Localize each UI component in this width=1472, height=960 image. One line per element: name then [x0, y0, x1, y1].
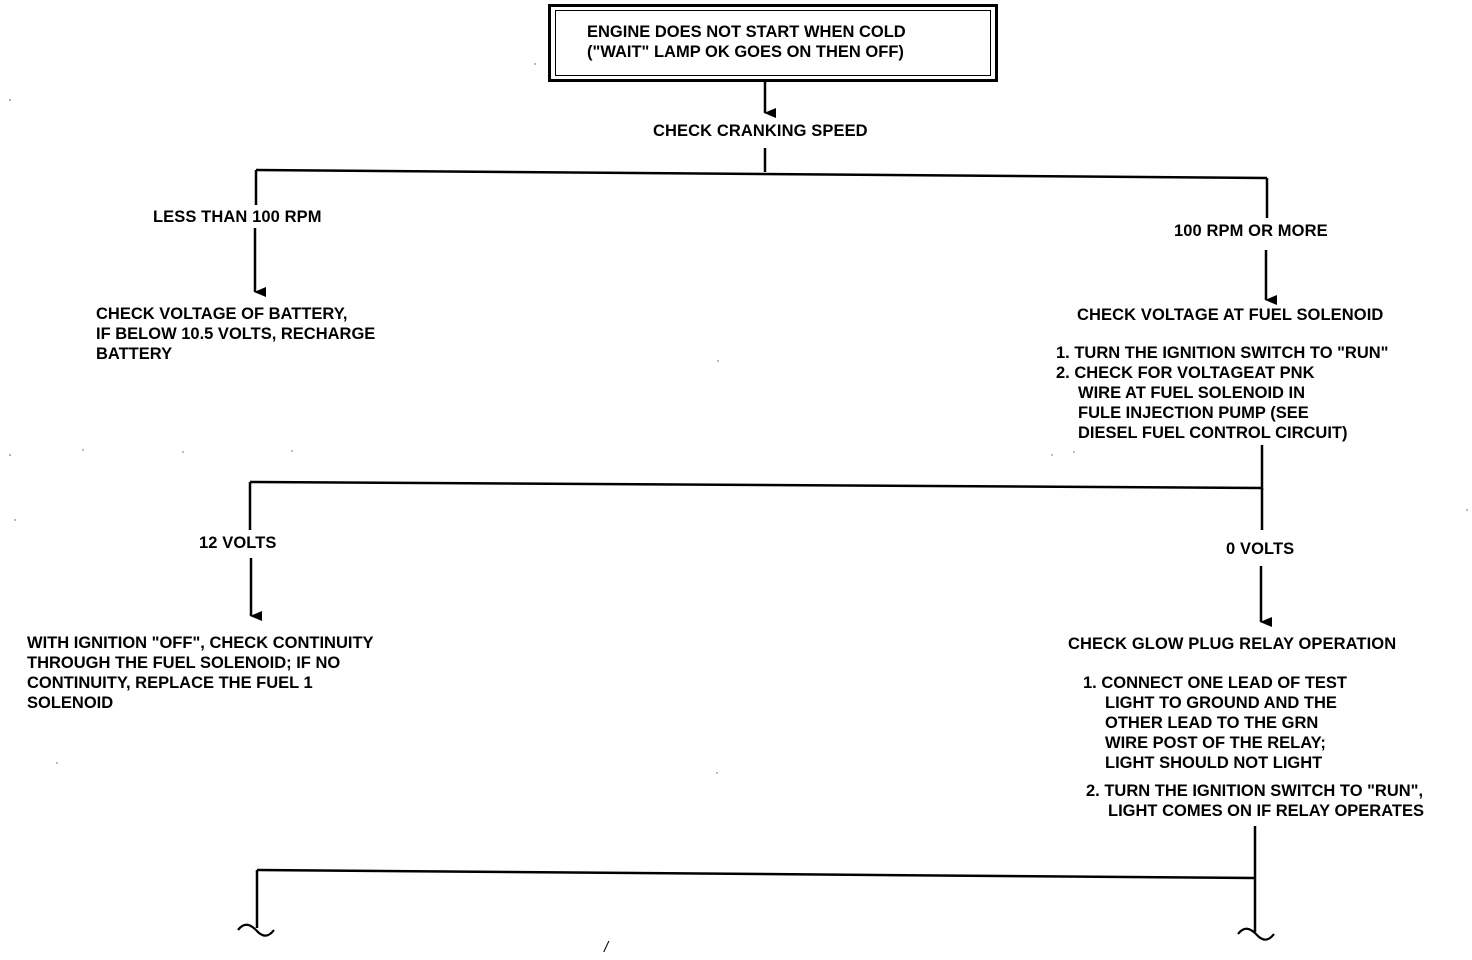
glow-plug-relay-step-1-cont-2: OTHER LEAD TO THE GRN	[1105, 714, 1319, 732]
action-check-battery-line-2: IF BELOW 10.5 VOLTS, RECHARGE	[96, 325, 376, 343]
glow-plug-relay-step-1-block	[1083, 673, 1347, 773]
action-check-continuity-line-3: CONTINUITY, REPLACE THE FUEL 1	[27, 674, 313, 692]
condition-0-volts: 0 VOLTS	[1226, 540, 1295, 558]
condition-100-rpm-or-more: 100 RPM OR MORE	[1174, 222, 1328, 240]
action-check-continuity-line-1: WITH IGNITION "OFF", CHECK CONTINUITY	[27, 634, 374, 652]
check-fuel-solenoid-title: CHECK VOLTAGE AT FUEL SOLENOID	[1077, 306, 1384, 324]
action-check-battery-line-1: CHECK VOLTAGE OF BATTERY,	[96, 305, 348, 323]
glow-plug-relay-step-1-cont-1: LIGHT TO GROUND AND THE	[1105, 694, 1337, 712]
fuel-solenoid-step-2-cont-1: WIRE AT FUEL SOLENOID IN	[1078, 384, 1306, 402]
action-check-continuity-line-4: SOLENOID	[27, 694, 114, 712]
fuel-solenoid-steps	[1056, 343, 1389, 443]
action-check-continuity-line-2: THROUGH THE FUEL SOLENOID; IF NO	[27, 654, 341, 672]
condition-12-volts: 12 VOLTS	[199, 534, 277, 552]
glow-plug-relay-step-2-block	[1086, 781, 1424, 821]
stray-scan-mark: /	[604, 939, 609, 956]
connector-rpm-split	[256, 170, 1267, 178]
check-glow-plug-relay-title: CHECK GLOW PLUG RELAY OPERATION	[1068, 635, 1397, 653]
glow-plug-relay-step-1-cont-4: LIGHT SHOULD NOT LIGHT	[1105, 754, 1323, 772]
connector-volts-split	[250, 482, 1262, 488]
action-check-battery-line-3: BATTERY	[96, 345, 173, 363]
start-box-line-1: ENGINE DOES NOT START WHEN COLD	[587, 23, 906, 41]
fuel-solenoid-step-2-cont-3: DIESEL FUEL CONTROL CIRCUIT)	[1078, 424, 1348, 442]
glow-plug-relay-step-1: 1. CONNECT ONE LEAD OF TEST	[1083, 674, 1348, 692]
action-check-battery	[96, 304, 375, 364]
fuel-solenoid-step-1: 1. TURN THE IGNITION SWITCH TO "RUN"	[1056, 344, 1389, 362]
action-check-continuity	[27, 633, 374, 713]
start-box	[587, 22, 906, 62]
glow-plug-relay-step-2: 2. TURN THE IGNITION SWITCH TO "RUN",	[1086, 782, 1424, 800]
check-cranking-speed-label: CHECK CRANKING SPEED	[653, 122, 868, 140]
fuel-solenoid-step-2-cont-2: FULE INJECTION PUMP (SEE	[1078, 404, 1309, 422]
start-box-line-2: ("WAIT" LAMP OK GOES ON THEN OFF)	[587, 43, 904, 61]
fuel-solenoid-step-2: 2. CHECK FOR VOLTAGEAT PNK	[1056, 364, 1315, 382]
glow-plug-relay-step-1-cont-3: WIRE POST OF THE RELAY;	[1105, 734, 1326, 752]
condition-less-than-100-rpm: LESS THAN 100 RPM	[153, 208, 322, 226]
glow-plug-relay-step-2-cont: LIGHT COMES ON IF RELAY OPERATES	[1108, 802, 1424, 820]
connector-bottom-split	[257, 870, 1255, 878]
